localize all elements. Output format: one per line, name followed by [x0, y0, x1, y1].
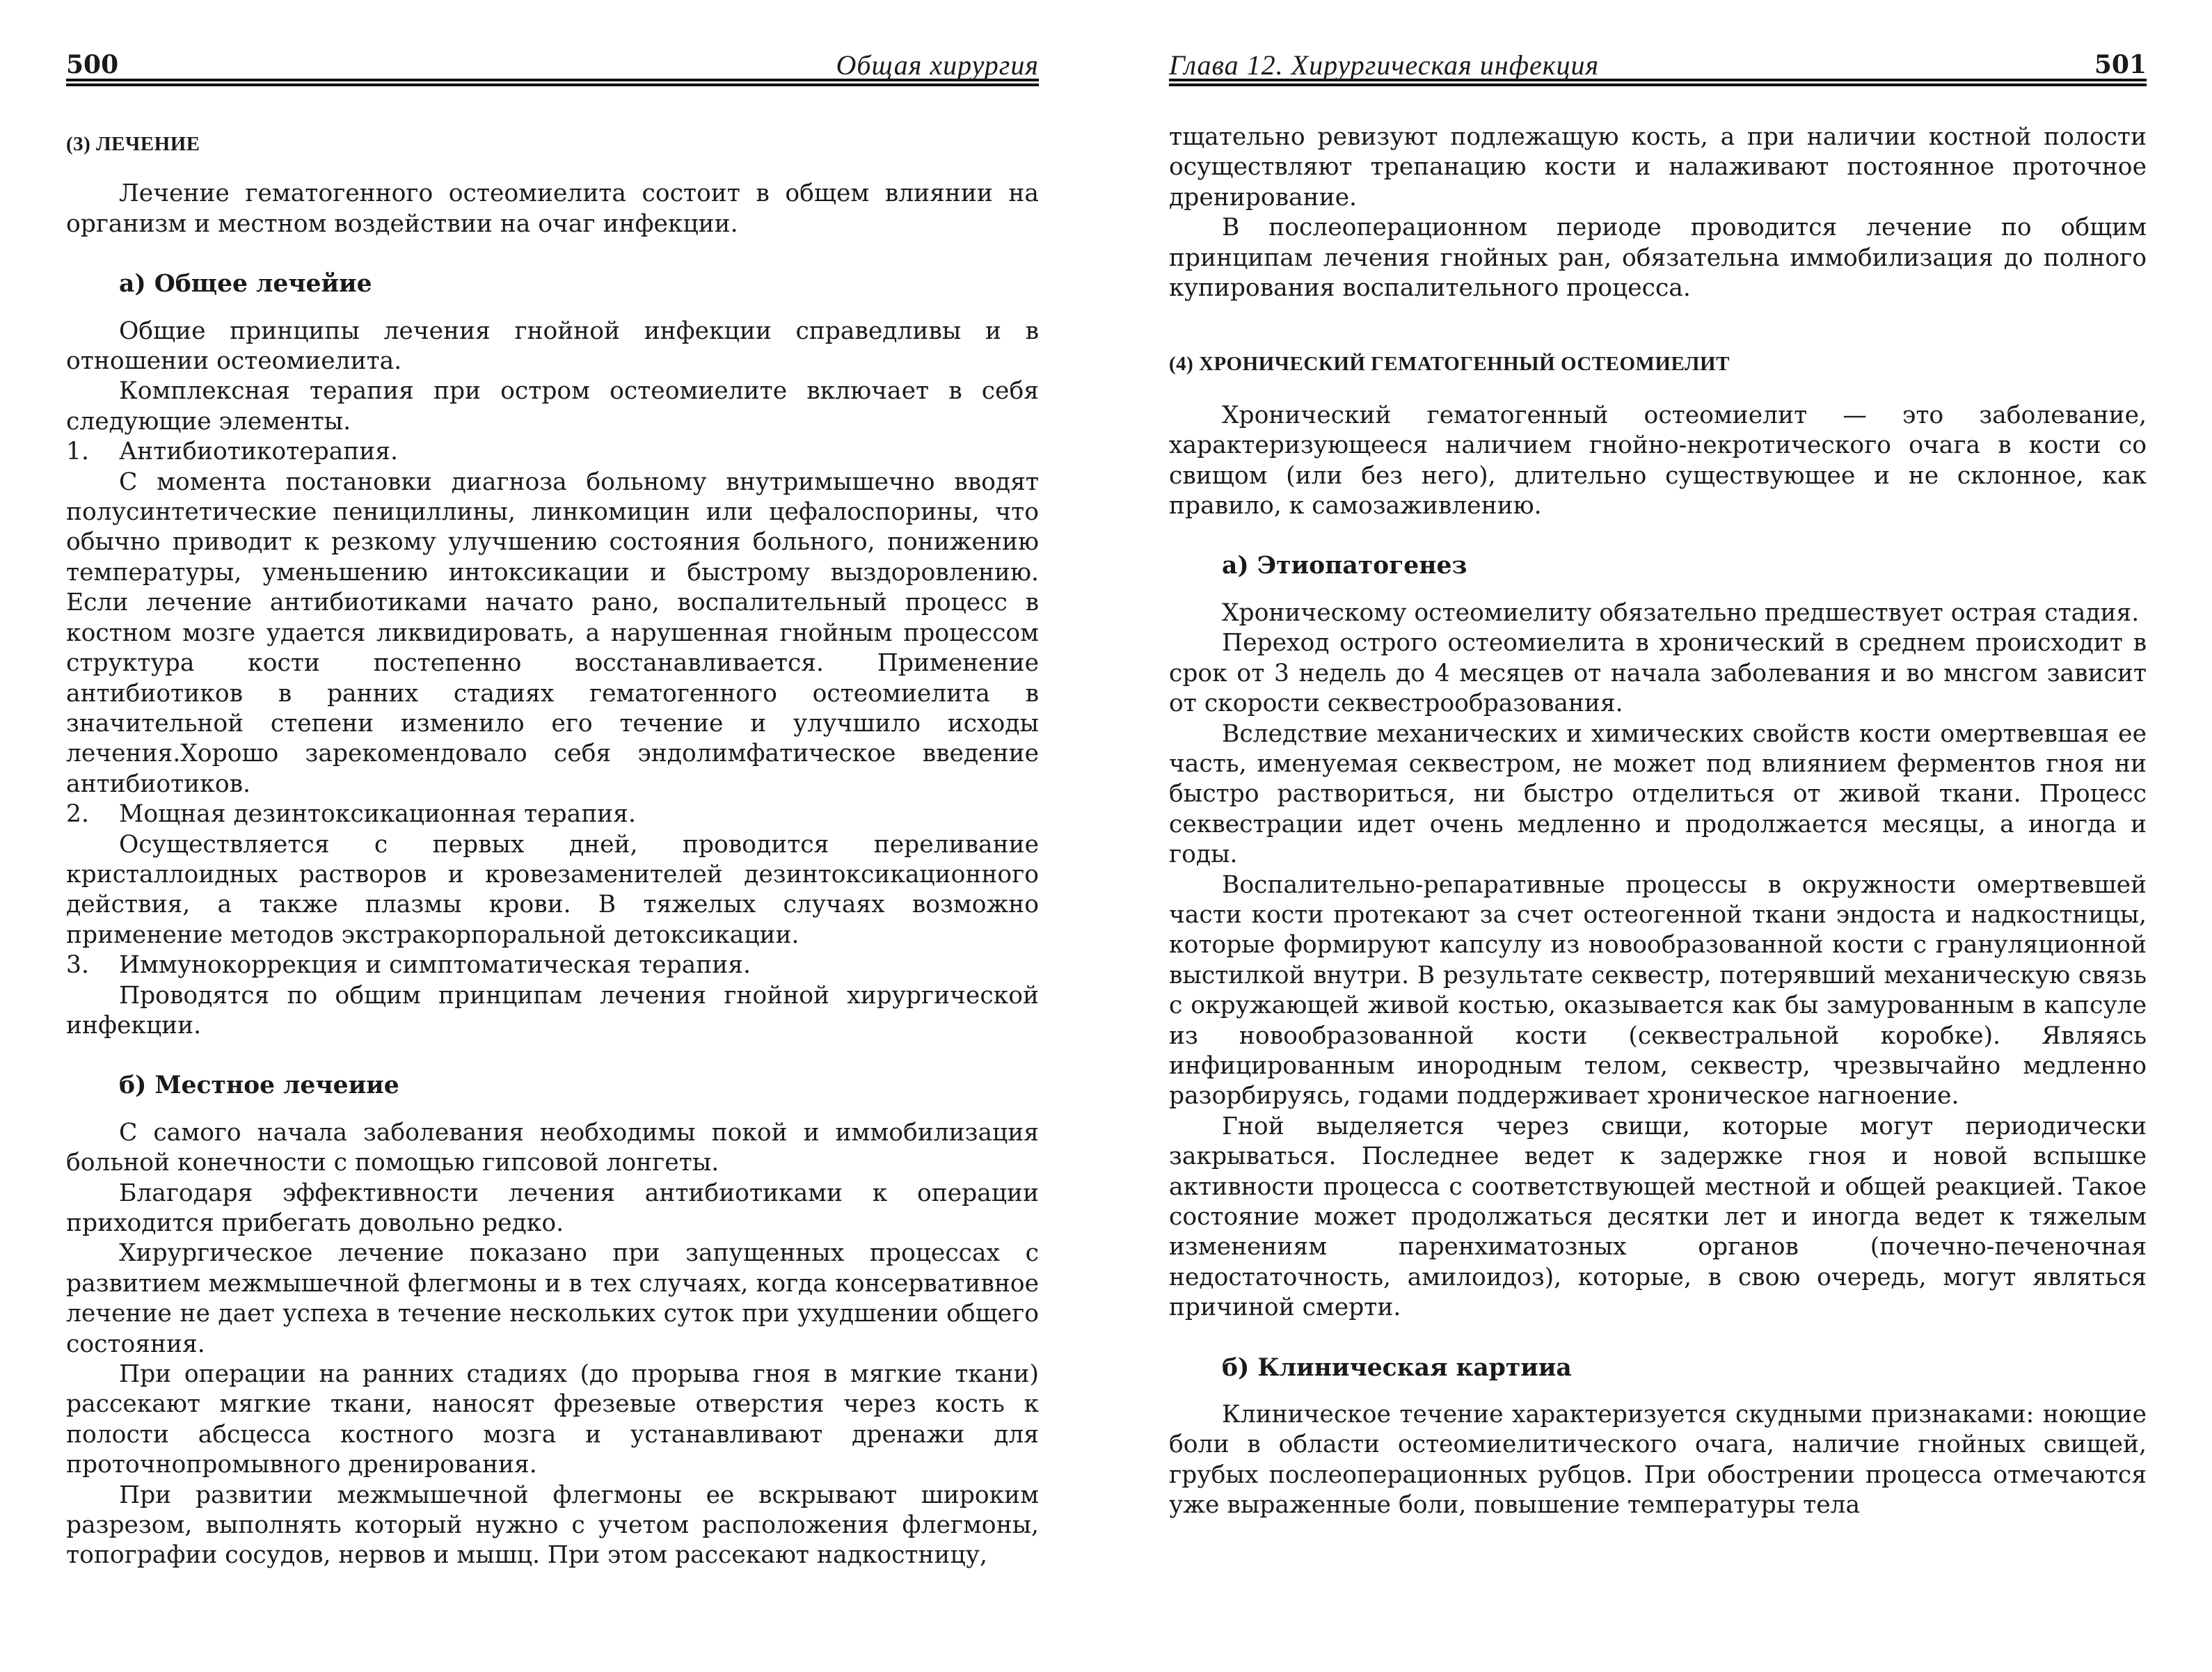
paragraph: Вследствие механических и химических свойств кости омертвевшая ее часть, именуемая секвестром, не может под влиянием ферментов гноя ни быстро раствориться, ни быстро отделиться от живой ткани. Процесс секвестрации идет очень медленно и продолжается месяцы, а иногда и годы. — [1169, 719, 2147, 869]
paragraph: Лечение гематогенного остеомиелита состоит в общем влиянии на организм и местном воздействии на очаг инфекции. — [66, 180, 1039, 238]
paragraph: Воспалительно-репаративные процессы в окружности омертвевшей части кости протекают за счет остеогенной ткани эндоста и надкостницы, которые формируют капсулу из новообразованной кости с грануляционной выстилкой внутри. В результате секвестр, потерявший механическую связь с окружающей живой костью, оказывается как бы замурованным в капсуле из новообразованной кости (секвестральной коробке). Являясь инфицированным инородным телом, секвестр, чрезвычайно медленно разорбируясь, годами поддерживает хроническое нагноение. — [1169, 870, 2147, 1110]
paragraph: тщательно ревизуют подлежащую кость, а при наличии костной полости осуществляют трепанацию кости и налаживают постоянное проточное дренирование. — [1169, 123, 2147, 212]
paragraph: Благодаря эффективности лечения антибиотиками к операции приходится прибегать довольно редко. — [66, 1179, 1039, 1237]
paragraph: Проводятся по общим принципам лечения гнойной хирургической инфекции. — [66, 981, 1039, 1040]
right-page-body — [1169, 86, 2147, 1521]
paragraph: В послеоперационном периоде проводится лечение по общим принципам лечения гнойных ран, обязательна иммобилизация до полного купирования воспалительного процесса. — [1169, 214, 2147, 303]
paragraph: Хронический гематогенный остеомиелит — это заболевание, характеризующееся наличием гнойно-некротического очага в кости со свищом (или без него), длительно существующее и не склонное, как правило, к самозаживлению. — [1169, 401, 2147, 520]
left-page-header — [66, 0, 1039, 86]
paragraph: При операции на ранних стадиях (до прорыва гноя в мягкие ткани) рассекают мягкие ткани, наносят фрезевые отверстия через кость к полости абсцесса костного мозга и устанавливают дренажи для проточнопромывного дренирования. — [66, 1360, 1039, 1479]
paragraph: Общие принципы лечения гнойной инфекции справедливы и в отношении остеомиелита. — [66, 317, 1039, 376]
subsection-heading: а) Общее лечейие — [119, 270, 372, 298]
list-item-label: Иммунокоррекция и симптоматическая терапия. — [119, 951, 751, 980]
paragraph: Хирургическое лечение показано при запущенных процессах с развитием межмышечной флегмоны и в тех случаях, когда консервативное лечение не дает успеха в течение нескольких суток при ухудшении общего состояния. — [66, 1239, 1039, 1358]
running-head: Общая хирургия — [836, 49, 1039, 81]
list-item — [66, 799, 1039, 829]
list-number: 1. — [66, 438, 89, 466]
page-number: 500 — [66, 50, 119, 79]
paragraph: При развитии межмышечной флегмоны ее вскрывают широким разрезом, выполнять который нужно с учетом расположения флегмоны, топографии сосудов, нервов и мышц. При этом рассекают надкостницу, — [66, 1481, 1039, 1570]
list-item-label: Антибиотикотерапия. — [119, 438, 399, 466]
paragraph: Клиническое течение характеризуется скудными признаками: ноющие боли в области остеомиелитического очага, наличие гнойных свищей, грубых послеоперационных рубцов. При обострении процесса отмечаются уже выраженные боли, повышение температуры тела — [1169, 1401, 2147, 1520]
list-item — [66, 437, 1039, 467]
paragraph: Переход острого остеомиелита в хронический в среднем происходит в срок от 3 недель до 4 месяцев от начала заболевания и во мнсгом зависит от скорости секвестрообразования. — [1169, 629, 2147, 718]
paragraph: Комплексная терапия при остром остеомиелите включает в себя следующие элементы. — [66, 377, 1039, 436]
right-page-header — [1169, 0, 2147, 86]
subsection-heading: а) Этиопатогенез — [1222, 552, 1467, 580]
subsection-heading: б) Местное лечеиие — [119, 1072, 399, 1100]
section-title: (3) ЛЕЧЕНИЕ — [66, 133, 200, 155]
list-item — [66, 950, 1039, 980]
page-number: 501 — [2094, 50, 2147, 79]
list-number: 3. — [66, 951, 89, 980]
paragraph: Осуществляется с первых дней, проводится переливание кристаллоидных растворов и кровезаменителей дезинтоксикационного действия, а также плазмы крови. В тяжелых случаях возможно применение методов экстракорпоральной детоксикации. — [66, 830, 1039, 949]
subsection-heading: б) Клиническая картииа — [1222, 1353, 1572, 1382]
paragraph: Хроническому остеомиелиту обязательно предшествует острая стадия. — [1222, 598, 2140, 627]
paragraph: Гной выделяется через свищи, которые могут периодически закрываться. Последнее ведет к задержке гноя и новой вспышке активности процесса с соответствующей местной и общей реакцией. Такое состояние может продолжаться десятки лет и иногда ведет к тяжелым изменениям паренхиматозных органов (почечно-печеночная недостаточность, амилоидоз), которые, в свою очередь, могут являться причиной смерти. — [1169, 1112, 2147, 1322]
section-title: (4) ХРОНИЧЕСКИЙ ГЕМАТОГЕННЫЙ ОСТЕОМИЕЛИТ — [1169, 353, 1730, 376]
running-head: Глава 12. Хирургическая инфекция — [1169, 49, 1600, 81]
list-number: 2. — [66, 800, 89, 829]
left-page-body — [66, 86, 1039, 1571]
paragraph: С момента постановки диагноза больному внутримышечно вводят полусинтетические пенициллины, линкомицин или цефалоспорины, что обычно приводит к резкому улучшению состояния больного, понижению температуры, уменьшению интоксикации и быстрому выздоровлению. Если лечение антибиотиками начато рано, воспалительный процесс в костном мозге удается ликвидировать, а нарушенная гнойным процессом структура кости постепенно восстанавливается. Применение антибиотиков в ранних стадиях гематогенного остеомиелита в значительной степени изменило его течение и улучшило исходы лечения.Хорошо зарекомендовало себя эндолимфатическое введение антибиотиков. — [66, 468, 1039, 798]
list-item-label: Мощная дезинтоксикационная терапия. — [119, 800, 636, 829]
right-page — [1169, 0, 2147, 1521]
paragraph: С самого начала заболевания необходимы покой и иммобилизация больной конечности с помощью гипсовой лонгеты. — [66, 1118, 1039, 1177]
left-page — [66, 0, 1039, 1571]
